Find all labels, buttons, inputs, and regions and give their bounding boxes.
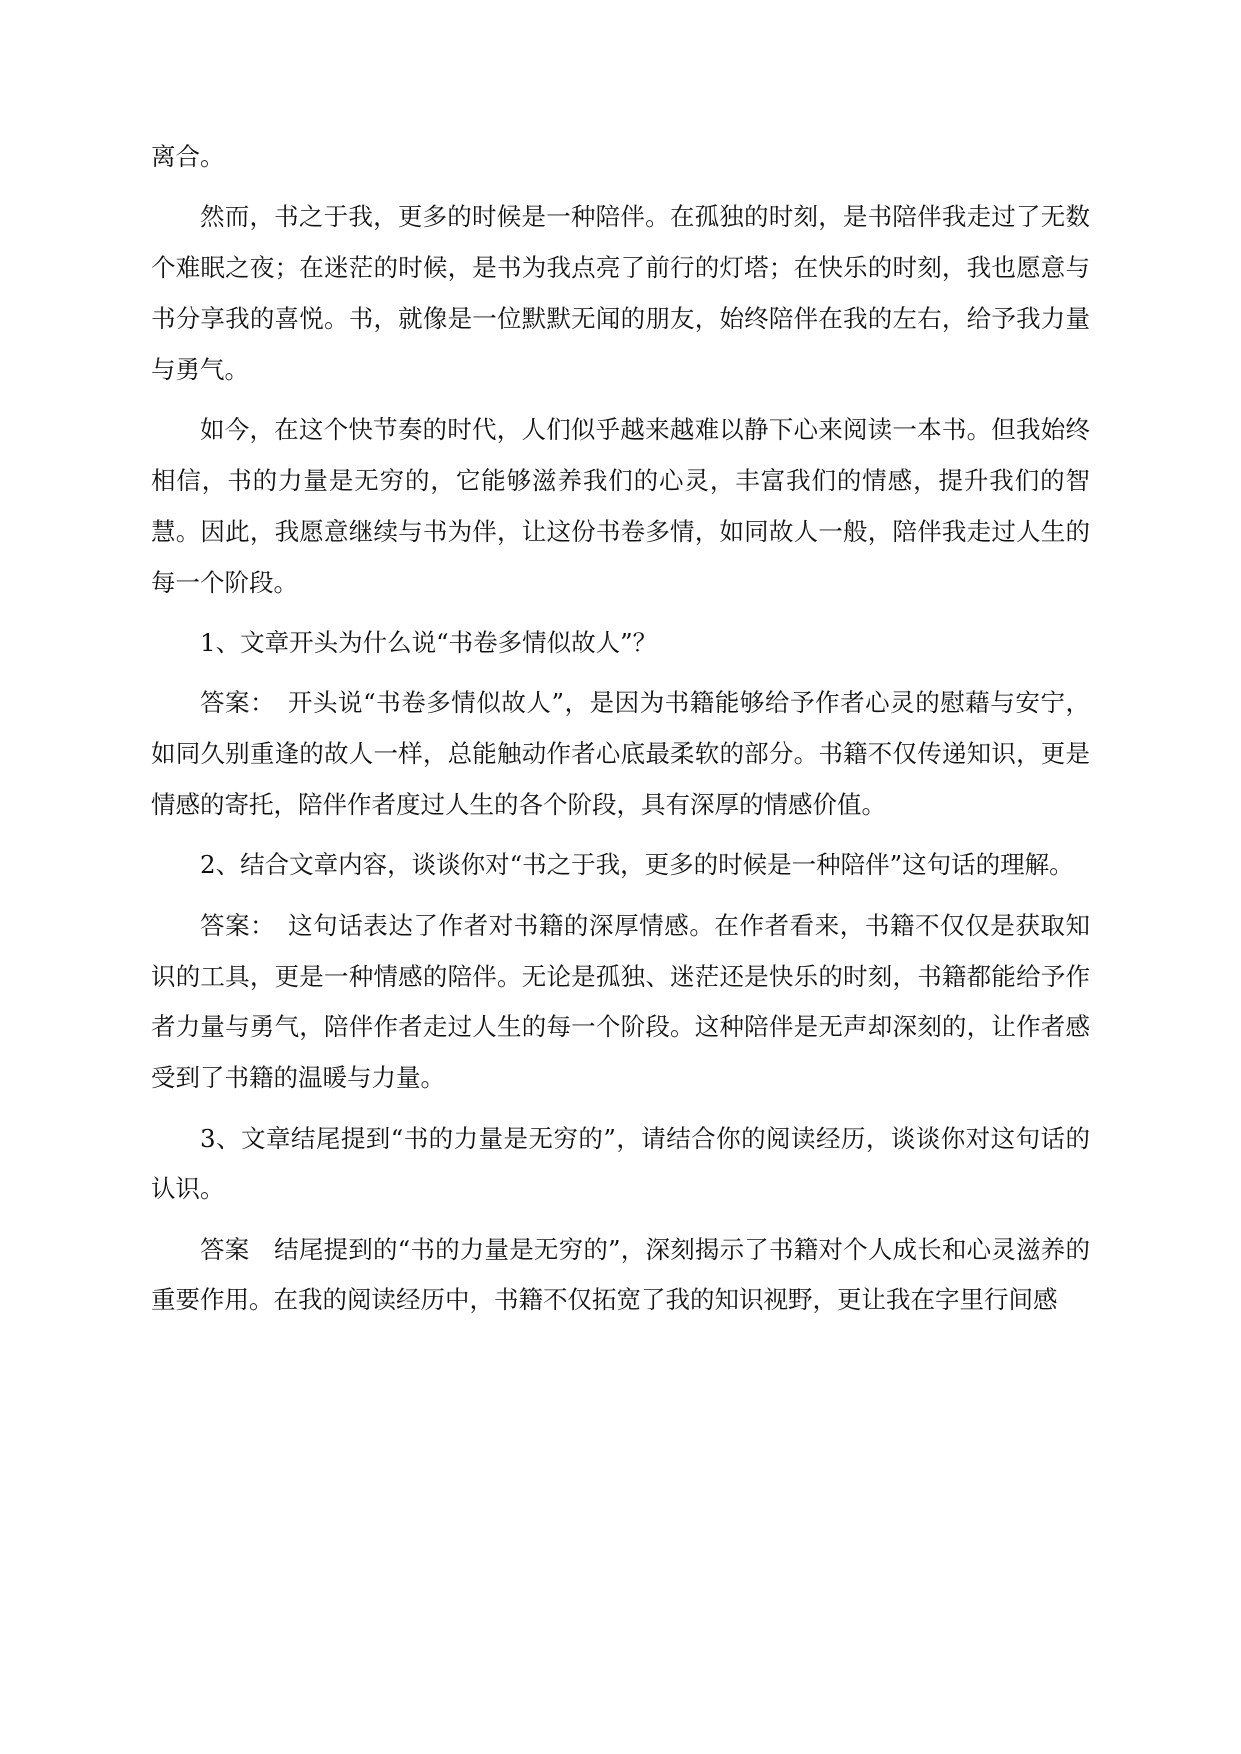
answer-1: 答案： 开头说“书卷多情似故人”，是因为书籍能够给予作者心灵的慰藉与安宁，如同久别重逢的故人一样，总能触动作者心底最柔软的部分。书籍不仅传递知识，更是情感的寄托，陪伴作者度过人生的各个阶段，具有深厚的情感价值。: [151, 688, 1090, 819]
question-3: 3、文章结尾提到“书的力量是无穷的”，请结合你的阅读经历，谈谈你对这句话的认识。: [151, 1123, 1090, 1204]
answer-2: 答案： 这句话表达了作者对书籍的深厚情感。在作者看来，书籍不仅仅是获取知识的工具，更是一种情感的陪伴。无论是孤独、迷茫还是快乐的时刻，书籍都能给予作者力量与勇气，陪伴作者走过人生的每一个阶段。这种陪伴是无声却深刻的，让作者感受到了书籍的温暖与力量。: [151, 910, 1090, 1093]
paragraph-continuation: 离合。: [151, 142, 225, 171]
paragraph-companionship: 然而，书之于我，更多的时候是一种陪伴。在孤独的时刻，是书陪伴我走过了无数个难眠之夜；在迷茫的时候，是书为我点亮了前行的灯塔；在快乐的时刻，我也愿意与书分享我的喜悦。书，就像是一位默默无闻的朋友，始终陪伴在我的左右，给予我力量与勇气。: [151, 202, 1090, 384]
answer-3: 答案 结尾提到的“书的力量是无穷的”，深刻揭示了书籍对个人成长和心灵滋养的重要作用。在我的阅读经历中，书籍不仅拓宽了我的知识视野，更让我在字里行间感: [151, 1234, 1090, 1315]
paragraph-conclusion: 如今，在这个快节奏的时代，人们似乎越来越难以静下心来阅读一本书。但我始终相信，书的力量是无穷的，它能够滋养我们的心灵，丰富我们的情感，提升我们的智慧。因此，我愿意继续与书为伴，让这份书卷多情，如同故人一般，陪伴我走过人生的每一个阶段。: [151, 415, 1090, 597]
question-1: 1、文章开头为什么说“书卷多情似故人”？: [200, 627, 658, 657]
document-page: [151, 132, 1090, 1336]
question-2: 2、结合文章内容，谈谈你对“书之于我，更多的时候是一种陪伴”这句话的理解。: [200, 850, 1074, 880]
